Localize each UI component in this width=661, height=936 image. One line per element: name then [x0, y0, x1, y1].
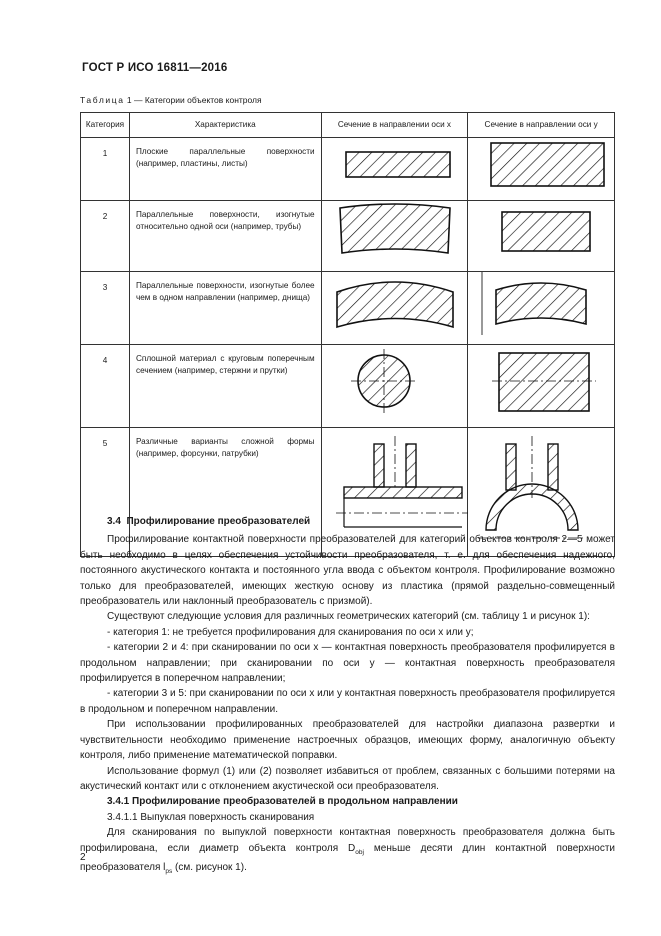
section-x-figure: [321, 272, 468, 345]
section-y-figure: [468, 345, 615, 428]
round-bar-x-drawing: [322, 345, 469, 418]
category-description: Сплошной материал с круговым поперечным сечением (например, стержни и прутки): [129, 345, 321, 428]
list-item: - категории 2 и 4: при сканировании по оси x — контактная поверхность преобразователя профилируется в продольном направлении; при сканировании по оси y — контактная поверхность преобразователя профилируется в поперечном направлении;: [80, 642, 615, 685]
category-number: 5: [81, 428, 130, 557]
list-item: - категория 1: не требуется профилирования для сканирования по оси x или y;: [107, 626, 474, 638]
category-description: Различные варианты сложной формы (например, форсунки, патрубки): [129, 428, 321, 557]
categories-table: [80, 112, 615, 557]
section-body: [80, 514, 615, 879]
column-header: Характеристика: [129, 113, 321, 138]
column-header: Категория: [81, 113, 130, 138]
paragraph: Профилирование контактной поверхности преобразователей для категорий объектов контроля 2—5 может быть необходимо в целях обеспечения устойчивости преобразователя, т. е. для обеспечения надежного, постоянного акустического контакта и постоянного угла ввода с объектом контроля. Профилирование возможно только для преобразователей, имеющих жесткую основу из пластика (прямой раздельно-совмещенный преобразователь или наклонный преобразователь с призмой).: [80, 534, 615, 608]
category-description: Параллельные поверхности, изогнутые относительно одной оси (например, трубы): [129, 201, 321, 272]
category-number: 2: [81, 201, 130, 272]
section-heading-number: 3.4: [107, 516, 121, 527]
flat-plate-x-drawing: [322, 138, 469, 191]
subsubsection-heading: 3.4.1.1 Выпуклая поверхность сканирования: [107, 811, 315, 823]
curved-tube-y-drawing: [468, 201, 615, 262]
section-heading: [80, 514, 615, 529]
dished-head-y-drawing: [468, 272, 615, 335]
list-item: - категории 3 и 5: при сканировании по оси x или y контактная поверхность преобразователя профилируется в продольном и поперечном направлении.: [80, 688, 615, 715]
round-bar-y-drawing: [468, 345, 615, 418]
column-header: Сечение в направлении оси x: [321, 113, 468, 138]
table-header-row: [81, 113, 615, 138]
section-y-figure: [468, 138, 615, 201]
page-number: 2: [80, 852, 86, 863]
table-row: [81, 201, 615, 272]
section-y-figure: [468, 272, 615, 345]
paragraph-part: Для сканирования по выпуклой поверхности контактная поверхность преобразователя должна быть профилирована, если диаметр объекта контроля D: [80, 827, 615, 854]
category-number: 1: [81, 138, 130, 201]
section-heading-text: Профилирование преобразователей: [126, 516, 311, 527]
paragraph: При использовании профилированных преобразователей для настройки диапазона развертки и чувствительности необходимо применение настроечных образцов, имеющих форму, аналогичную объекту контроля, либо применение математической поправки.: [80, 719, 615, 762]
table-row: [81, 138, 615, 201]
table-caption-title: 1 — Категории объектов контроля: [124, 95, 262, 105]
category-description: Параллельные поверхности, изогнутые более чем в одном направлении (например, днища): [129, 272, 321, 345]
subsection-heading: 3.4.1 Профилирование преобразователей в продольном направлении: [107, 796, 458, 808]
paragraph-part: (см. рисунок 1).: [172, 861, 247, 873]
subscript: obj: [355, 848, 364, 856]
table-row: [81, 345, 615, 428]
table-row: [81, 272, 615, 345]
table-caption-word: Таблица: [80, 95, 125, 105]
table-caption: [80, 95, 262, 105]
flat-plate-y-drawing: [468, 138, 615, 191]
section-y-figure: [468, 201, 615, 272]
subscript: ps: [165, 867, 173, 875]
curved-tube-x-drawing: [322, 201, 469, 262]
category-number: 4: [81, 345, 130, 428]
section-x-figure: [321, 345, 468, 428]
section-x-figure: [321, 138, 468, 201]
paragraph: Существуют следующие условия для различных геометрических категорий (см. таблицу 1 и рисунок 1):: [107, 611, 590, 623]
paragraph-part: меньше десяти длин контактной поверхности преобразователя l: [80, 842, 615, 873]
document-header: ГОСТ Р ИСО 16811—2016: [82, 62, 228, 74]
dished-head-x-drawing: [322, 272, 469, 335]
paragraph: [80, 825, 615, 879]
column-header: Сечение в направлении оси y: [468, 113, 615, 138]
section-x-figure: [321, 201, 468, 272]
category-number: 3: [81, 272, 130, 345]
paragraph: Использование формул (1) или (2) позволяет избавиться от проблем, связанных с большими потерями на акустический контакт или с отклонением акустической оси преобразователя.: [80, 765, 615, 792]
category-description: Плоские параллельные поверхности (например, пластины, листы): [129, 138, 321, 201]
